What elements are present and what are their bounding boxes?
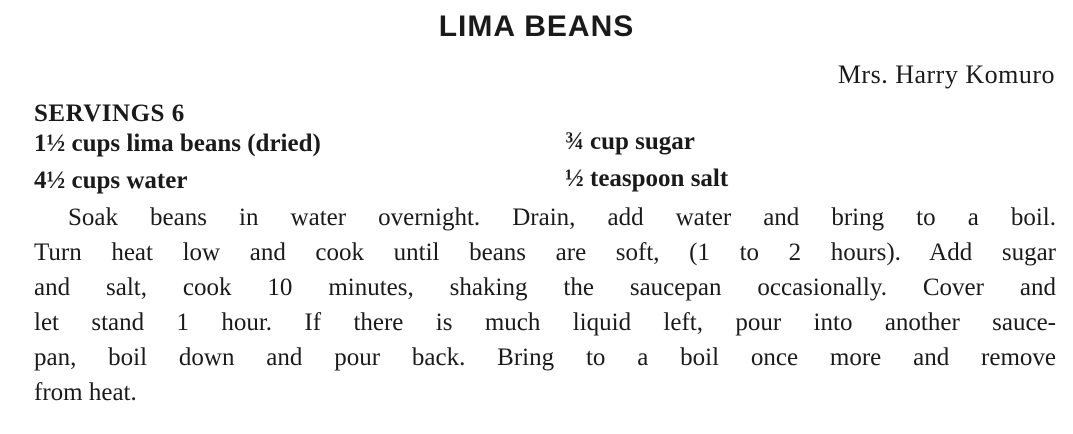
instruction-line: pan, boil down and pour back. Bring to a boil once more and remove	[34, 344, 1056, 371]
instruction-line: and salt, cook 10 minutes, shaking the saucepan occasionally. Cover and	[34, 274, 1056, 301]
recipe-title: LIMA BEANS	[438, 10, 635, 43]
ingredient-salt: ½ teaspoon salt	[565, 165, 729, 192]
recipe-author: Mrs. Harry Komuro	[837, 60, 1055, 89]
instruction-line: Turn heat low and cook until beans are soft, (1 to 2 hours). Add sugar	[34, 239, 1056, 266]
recipe-instructions	[34, 200, 1056, 410]
servings-label: SERVINGS 6	[34, 100, 185, 127]
ingredient-sugar: ¾ cup sugar	[565, 128, 695, 155]
instruction-line: let stand 1 hour. If there is much liquid left, pour into another sauce-	[34, 309, 1056, 336]
ingredient-water: 4½ cups water	[34, 167, 188, 194]
ingredient-lima-beans: 1½ cups lima beans (dried)	[34, 130, 321, 157]
instruction-line: from heat.	[34, 379, 137, 406]
instruction-line: Soak beans in water overnight. Drain, add water and bring to a boil.	[68, 204, 1056, 231]
